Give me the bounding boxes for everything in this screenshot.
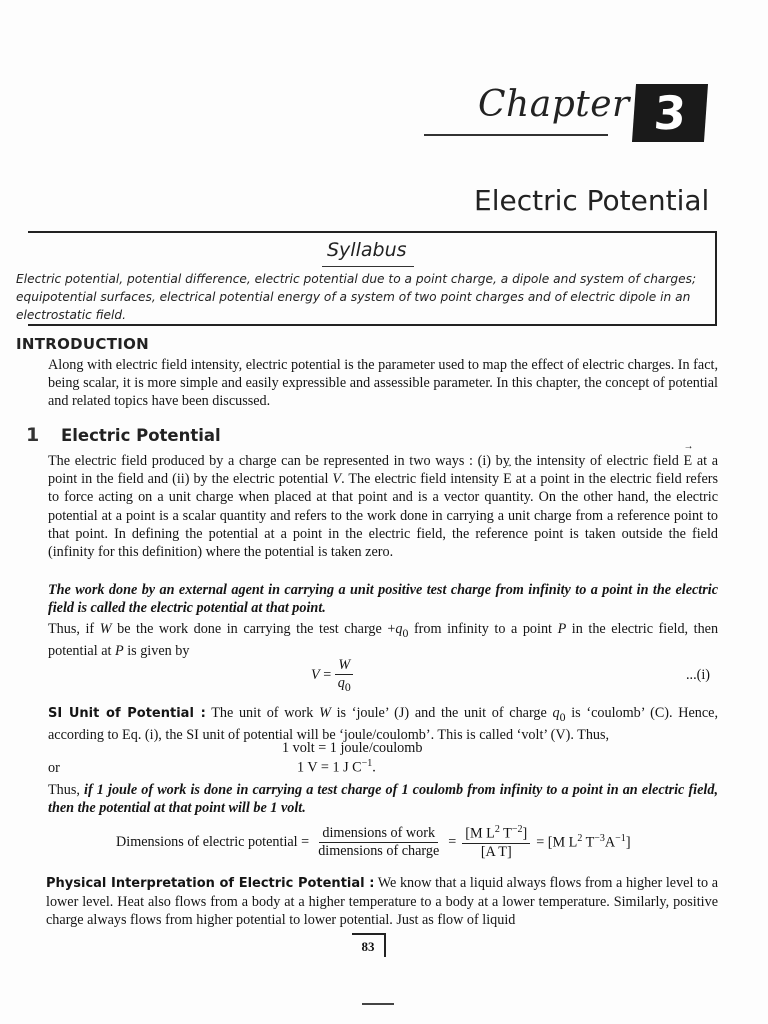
dimensions-equation: Dimensions of electric potential = $\frac{\text{dimensions of work}}{\text{dimensions of charge}}$ = $\frac{[M L^2 T^{-2}]}{\text{[A T]}}$ = [M $L^2$ $T^{-3}A^{-1}$] [116,824,631,860]
section-paragraph: The electric field produced by a charge can be represented in two ways : (i) by the intensity of electric field → E at a point in the field and (ii) by the electric potential V. The electric field intensity → E at a point in the electric field refers to force acting on a unit charge when placed at that point and is a vector quantity. On the other hand, the electric potential at a point is a scalar quantity and refers to the work done in carrying a unit charge from a reference point to that point. In defining the potential at a point in the electric field, the reference point is taken outside the field (infinity for this definition) where the potential is taken zero. [48,452,718,561]
chapter-title: Electric Potential [474,184,710,217]
syllabus-underline [322,266,414,267]
or-label: or [48,760,60,776]
syllabus-text [16,270,716,324]
physical-interpretation-paragraph: Physical Interpretation of Electric Potential : We know that a liquid always flows from a higher level to a lower level. Heat also flows from a body at a higher temperature to a body at a lower temperature. Similarly, positive charge always flows from higher potential to lower potential. Just as flow of liquid [46,875,718,929]
page-number: 83 [352,933,386,957]
syllabus-line: equipotential surfaces, electrical potential energy of a system of two point charges and of electric dipole in an [16,290,691,304]
thus-paragraph: Thus, if W be the work done in carrying the test charge $+q_0$ from infinity to a point P in the electric field, then potential at P is given by [48,621,719,660]
introduction-text: Along with electric field intensity, electric potential is the parameter used to map the effect of electric charges. In fact, being scalar, it is more simple and easily expressible and assessible parameter. In this chapter, the concept of potential and related topics have been discussed. [48,357,718,410]
section-title: Electric Potential [61,426,221,445]
syllabus-line: Electric potential, potential difference, electric potential due to a point charge, a dipole and system of charges; [16,272,697,286]
bottom-rule [362,1003,394,1005]
vector-e: → E [503,470,512,488]
equation-tag: ...(i) [686,667,711,683]
syllabus-heading: Syllabus [327,239,407,261]
vector-e: → E [683,452,692,470]
introduction-heading: INTRODUCTION [16,335,150,353]
syllabus-line: electrostatic field. [16,308,127,322]
unit-equation-2: 1 V = 1 J $C^{-1}$. [297,758,376,776]
chapter-rule [424,134,608,136]
unit-equation-1: 1 volt = 1 joule/coulomb [282,740,423,756]
chapter-label: Chapter [478,84,630,125]
volt-definition: Thus, if 1 joule of work is done in carrying a test charge of 1 coulomb from infinity to a point in an electric field, then the potential at that point will be 1 volt. [48,782,718,817]
equation-potential: V = $\frac{W}{q_0}$ [311,657,354,695]
si-unit-paragraph: SI Unit of Potential : The unit of work W is ‘joule’ (J) and the unit of charge $q_0$ is ‘coulomb’ (C). Hence, according to Eq. (i), the SI unit of potential will be ‘joule/coulomb’. This is called ‘volt’ (V). Thus, [48,705,719,744]
definition-text: The work done by an external agent in carrying a unit positive test charge from infinity to a point in the electric field is called the electric potential at that point. [48,582,718,617]
chapter-number-badge: 3 [632,84,708,142]
section-number: 1 [26,424,40,446]
